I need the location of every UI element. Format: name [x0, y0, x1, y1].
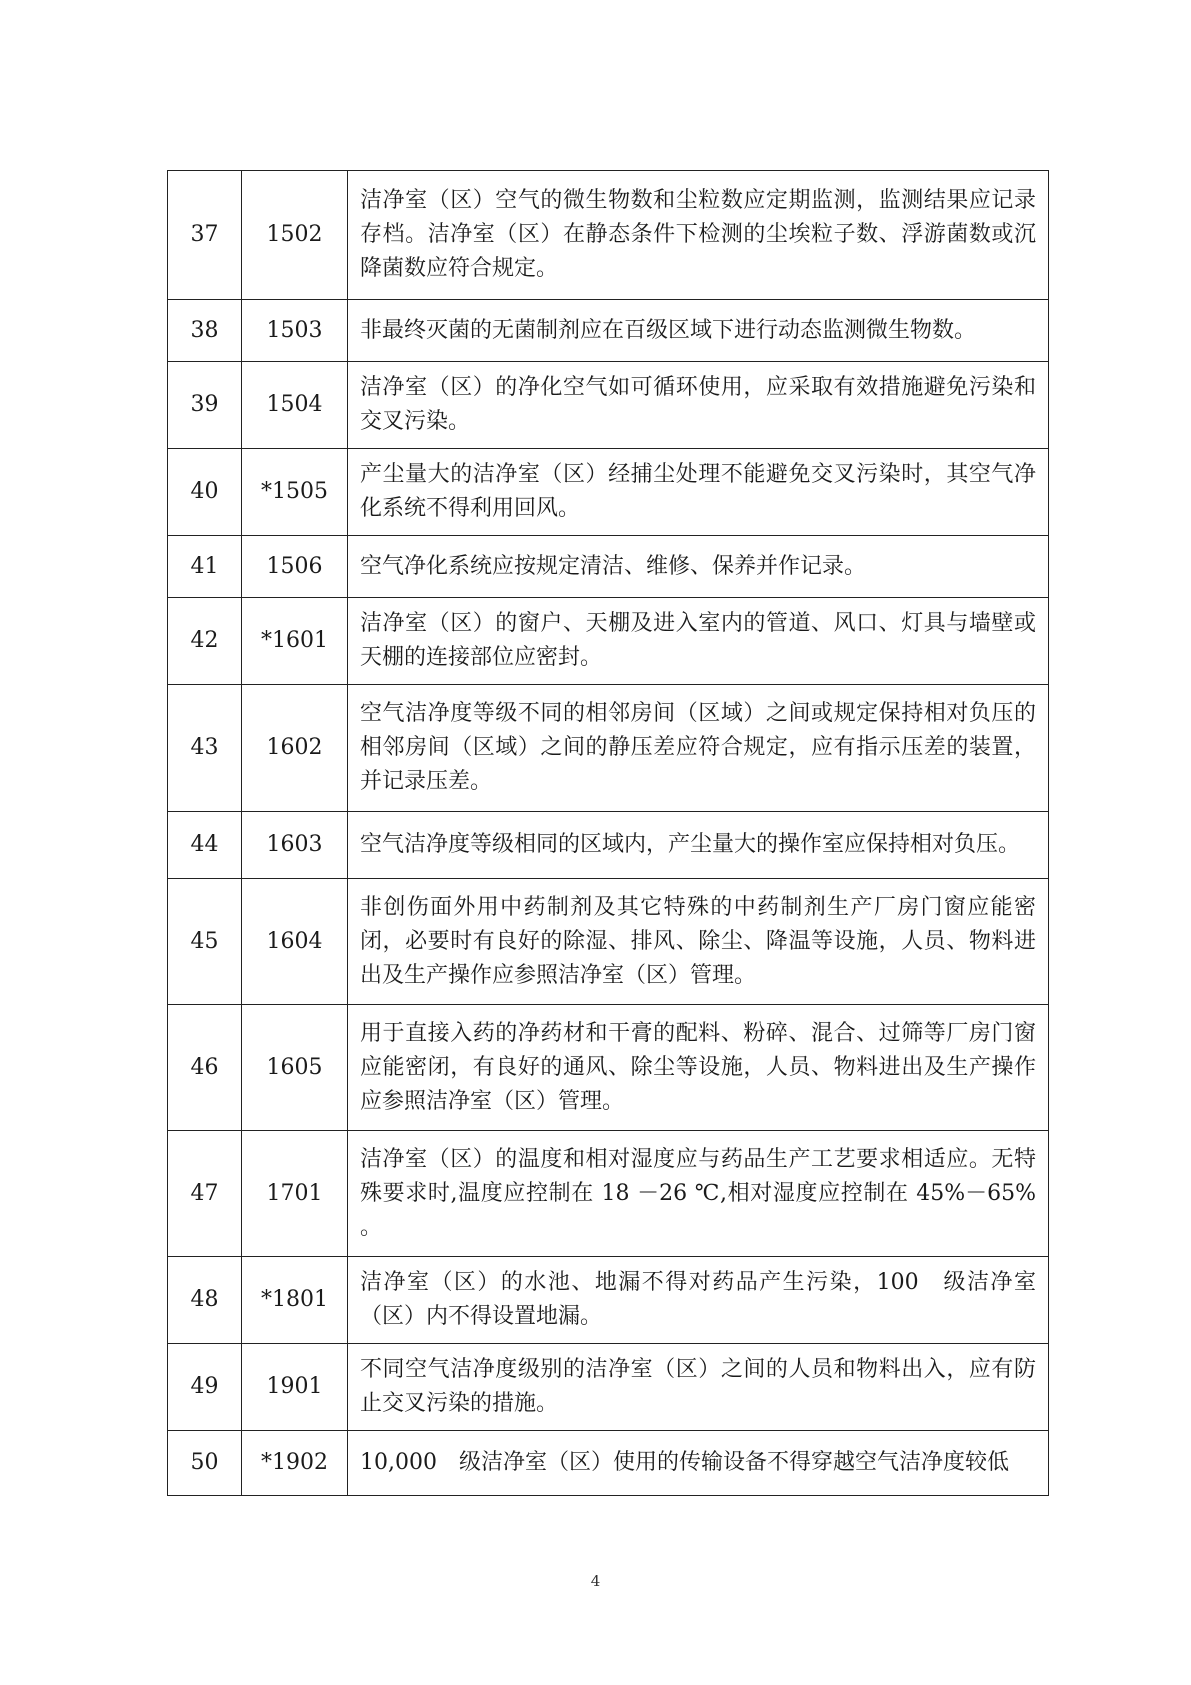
item-content: 洁净室（区）的净化空气如可循环使用，应采取有效措施避免污染和交叉污染。 [348, 362, 1049, 449]
table-row [168, 171, 1049, 300]
row-number: 46 [168, 1005, 242, 1131]
item-code: *1505 [242, 449, 348, 536]
item-code: 1504 [242, 362, 348, 449]
item-code: 1503 [242, 300, 348, 362]
item-content: 10,000 级洁净室（区）使用的传输设备不得穿越空气洁净度较低 [348, 1431, 1049, 1496]
table-row [168, 1257, 1049, 1344]
inspection-checklist-table [167, 170, 1049, 1496]
row-number: 38 [168, 300, 242, 362]
table-row [168, 1131, 1049, 1257]
item-code: 1506 [242, 536, 348, 598]
row-number: 50 [168, 1431, 242, 1496]
item-code: 1502 [242, 171, 348, 300]
row-number: 42 [168, 598, 242, 685]
item-content: 洁净室（区）空气的微生物数和尘粒数应定期监测，监测结果应记录存档。洁净室（区）在静态条件下检测的尘埃粒子数、浮游菌数或沉降菌数应符合规定。 [348, 171, 1049, 300]
item-code: 1605 [242, 1005, 348, 1131]
item-content: 洁净室（区）的窗户、天棚及进入室内的管道、风口、灯具与墙壁或天棚的连接部位应密封。 [348, 598, 1049, 685]
item-code: 1602 [242, 685, 348, 812]
table-row [168, 598, 1049, 685]
item-content: 空气洁净度等级相同的区域内，产尘量大的操作室应保持相对负压。 [348, 812, 1049, 879]
item-code: 1701 [242, 1131, 348, 1257]
item-content: 不同空气洁净度级别的洁净室（区）之间的人员和物料出入，应有防止交叉污染的措施。 [348, 1344, 1049, 1431]
item-content: 非创伤面外用中药制剂及其它特殊的中药制剂生产厂房门窗应能密闭，必要时有良好的除湿、排风、除尘、降温等设施，人员、物料进出及生产操作应参照洁净室（区）管理。 [348, 879, 1049, 1005]
table-row [168, 879, 1049, 1005]
table-row [168, 536, 1049, 598]
row-number: 43 [168, 685, 242, 812]
item-content: 用于直接入药的净药材和干膏的配料、粉碎、混合、过筛等厂房门窗应能密闭，有良好的通风、除尘等设施，人员、物料进出及生产操作应参照洁净室（区）管理。 [348, 1005, 1049, 1131]
row-number: 45 [168, 879, 242, 1005]
table-row [168, 685, 1049, 812]
table-row [168, 1005, 1049, 1131]
item-content: 产尘量大的洁净室（区）经捕尘处理不能避免交叉污染时，其空气净化系统不得利用回风。 [348, 449, 1049, 536]
table-row [168, 1431, 1049, 1496]
row-number: 37 [168, 171, 242, 300]
table-row [168, 812, 1049, 879]
item-content: 洁净室（区）的温度和相对湿度应与药品生产工艺要求相适应。无特殊要求时,温度应控制在 18 －26 ℃,相对湿度应控制在 45%－65% 。 [348, 1131, 1049, 1257]
page-number: 4 [590, 1572, 601, 1590]
item-code: *1601 [242, 598, 348, 685]
item-content: 洁净室（区）的水池、地漏不得对药品产生污染，100 级洁净室（区）内不得设置地漏。 [348, 1257, 1049, 1344]
row-number: 39 [168, 362, 242, 449]
item-content: 空气净化系统应按规定清洁、维修、保养并作记录。 [348, 536, 1049, 598]
item-code: *1801 [242, 1257, 348, 1344]
item-content: 非最终灭菌的无菌制剂应在百级区域下进行动态监测微生物数。 [348, 300, 1049, 362]
table-row [168, 1344, 1049, 1431]
row-number: 40 [168, 449, 242, 536]
row-number: 44 [168, 812, 242, 879]
item-code: 1901 [242, 1344, 348, 1431]
table-row [168, 300, 1049, 362]
item-code: *1902 [242, 1431, 348, 1496]
row-number: 41 [168, 536, 242, 598]
table-body [168, 171, 1049, 1496]
item-code: 1603 [242, 812, 348, 879]
table-row [168, 449, 1049, 536]
item-code: 1604 [242, 879, 348, 1005]
row-number: 49 [168, 1344, 242, 1431]
item-content: 空气洁净度等级不同的相邻房间（区域）之间或规定保持相对负压的相邻房间（区域）之间的静压差应符合规定，应有指示压差的装置，并记录压差。 [348, 685, 1049, 812]
table-row [168, 362, 1049, 449]
row-number: 47 [168, 1131, 242, 1257]
row-number: 48 [168, 1257, 242, 1344]
